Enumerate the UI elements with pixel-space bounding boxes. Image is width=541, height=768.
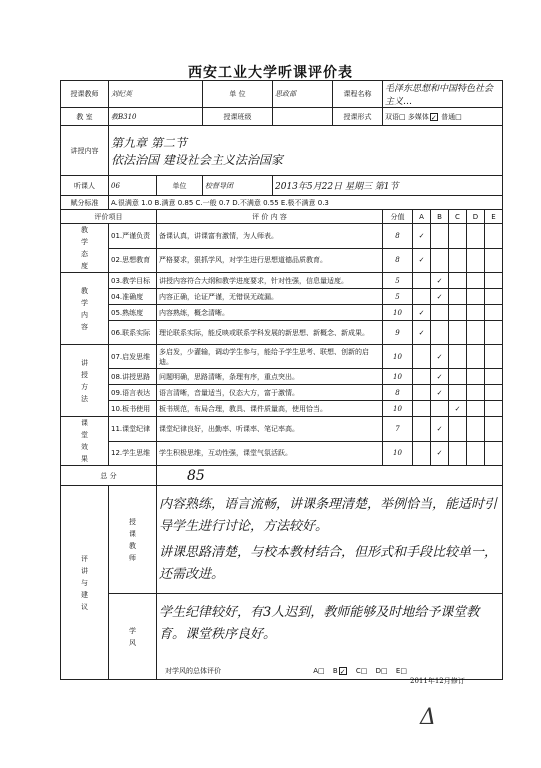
- overall-label: 对学风的总体评价: [165, 667, 221, 675]
- criteria-row: [61, 289, 503, 305]
- form-option-multimedia: 多媒体: [407, 112, 429, 121]
- criteria-item: 08.讲授思路: [109, 369, 157, 385]
- criteria-score: 5: [383, 273, 413, 289]
- grade-cell: [467, 273, 485, 289]
- content-line-2: 依法治国 建设社会主义法治国家: [111, 152, 283, 167]
- overall-rating: [165, 666, 407, 676]
- grade-cell: [449, 305, 467, 321]
- checkbox-icon: ✓: [339, 668, 346, 676]
- header-row-2: [61, 108, 503, 126]
- grade-cell: [467, 369, 485, 385]
- check-mark-icon: ✓: [431, 273, 449, 289]
- course-label: 课程名称: [333, 81, 383, 108]
- comment-style-label: 学风: [109, 594, 157, 680]
- unit-label: 单 位: [203, 81, 273, 108]
- signature-mark: Δ: [420, 705, 436, 730]
- total-label: 总 分: [61, 466, 157, 486]
- content-row: [61, 126, 503, 176]
- content-line-1: 第九章 第二节: [111, 135, 187, 150]
- criteria-row: [61, 305, 503, 321]
- criteria-content: 严格要求，狠抓学风，对学生进行思想道德品质教育。: [157, 248, 383, 273]
- criteria-score: 9: [383, 321, 413, 345]
- grade-cell: [449, 289, 467, 305]
- check-mark-icon: ✓: [431, 441, 449, 466]
- grade-cell: [485, 401, 503, 417]
- item-header: 评价项目: [61, 210, 157, 224]
- comment-style-text: [157, 594, 503, 680]
- grade-cell: [485, 345, 503, 369]
- form-option-bilingual: 双语□: [385, 112, 406, 121]
- grade-header-b: B: [431, 210, 449, 224]
- form-option-normal: 普通□: [441, 112, 462, 121]
- criteria-item: 11.课堂纪律: [109, 417, 157, 442]
- grade-cell: [413, 401, 431, 417]
- grade-cell: [449, 441, 467, 466]
- check-mark-icon: ✓: [449, 401, 467, 417]
- criteria-content: 理论联系实际，能反映或联系学科发展的新思想、新概念、新成果。: [157, 321, 383, 345]
- grade-cell: [485, 321, 503, 345]
- grade-cell: [413, 385, 431, 401]
- teacher-value: 刘纪英: [109, 81, 203, 108]
- room-label: 教 室: [61, 108, 109, 126]
- comment-teacher-label: 授课教师: [109, 486, 157, 594]
- criteria-header-row: [61, 210, 503, 224]
- criteria-item: 05.熟练度: [109, 305, 157, 321]
- check-mark-icon: ✓: [431, 345, 449, 369]
- standard-label: 赋分标准: [61, 196, 109, 210]
- criteria-score: 10: [383, 441, 413, 466]
- grade-cell: [431, 305, 449, 321]
- class-value: [273, 108, 333, 126]
- listener-label: 听课人: [61, 176, 109, 196]
- criteria-row: [61, 224, 503, 249]
- header-row-1: [61, 81, 503, 108]
- comment-style-row: [61, 594, 503, 680]
- checkbox-icon: ✓: [430, 113, 437, 122]
- criteria-row: [61, 441, 503, 466]
- grade-cell: [413, 417, 431, 442]
- overall-option-a: A□: [313, 667, 325, 675]
- grade-cell: [485, 224, 503, 249]
- criteria-row: [61, 401, 503, 417]
- grade-cell: [431, 248, 449, 273]
- check-mark-icon: ✓: [431, 289, 449, 305]
- check-mark-icon: ✓: [413, 305, 431, 321]
- criteria-score: 8: [383, 224, 413, 249]
- grade-cell: [431, 321, 449, 345]
- listener-value: 06: [109, 176, 157, 196]
- grade-cell: [467, 305, 485, 321]
- criteria-content: 多启发，少灌输，调动学生参与，能给予学生思考、联想、创新的启迪。: [157, 345, 383, 369]
- listener-unit-label: 单位: [157, 176, 203, 196]
- criteria-score: 8: [383, 248, 413, 273]
- comment-section-label: 评讲与建议: [61, 486, 109, 680]
- group-label: 教学内容: [61, 273, 109, 345]
- check-mark-icon: ✓: [413, 321, 431, 345]
- overall-option-d: D□: [375, 667, 388, 675]
- grade-cell: [467, 441, 485, 466]
- grade-cell: [413, 441, 431, 466]
- criteria-item: 01.严谨负责: [109, 224, 157, 249]
- group-label: 课堂效果: [61, 417, 109, 466]
- grade-cell: [449, 385, 467, 401]
- content-header: 评 价 内 容: [157, 210, 383, 224]
- grade-cell: [431, 401, 449, 417]
- criteria-item: 07.启发思维: [109, 345, 157, 369]
- content-value: [109, 126, 503, 176]
- criteria-item: 03.教学目标: [109, 273, 157, 289]
- grade-cell: [485, 305, 503, 321]
- criteria-content: 备课认真，讲课富有激情，为人师表。: [157, 224, 383, 249]
- comment-style-line-1: 学生纪律较好，有3人迟到，教师能够及时地给予课堂教育。课堂秩序良好。: [159, 605, 480, 642]
- class-label: 授课班级: [203, 108, 273, 126]
- standard-row: [61, 196, 503, 210]
- criteria-content: 内容熟练，概念清晰。: [157, 305, 383, 321]
- overall-option-e: E□: [395, 667, 407, 675]
- grade-cell: [485, 369, 503, 385]
- grade-cell: [467, 401, 485, 417]
- grade-header-a: A: [413, 210, 431, 224]
- listener-unit-value: 校督导团: [203, 176, 273, 196]
- criteria-score: 10: [383, 305, 413, 321]
- grade-cell: [485, 385, 503, 401]
- check-mark-icon: ✓: [431, 369, 449, 385]
- criteria-content: 学生积极思维，互动性强，课堂气氛活跃。: [157, 441, 383, 466]
- listener-row: [61, 176, 503, 196]
- unit-value: 思政部: [273, 81, 333, 108]
- grade-cell: [467, 321, 485, 345]
- criteria-row: [61, 321, 503, 345]
- form-title: 西安工业大学听课评价表: [188, 65, 353, 81]
- group-label: 教学态度: [61, 224, 109, 273]
- grade-cell: [449, 248, 467, 273]
- grade-cell: [449, 369, 467, 385]
- grade-cell: [449, 345, 467, 369]
- criteria-item: 06.联系实际: [109, 321, 157, 345]
- criteria-row: [61, 273, 503, 289]
- criteria-content: 讲授内容符合大纲和教学进度要求，针对性强，信息量适度。: [157, 273, 383, 289]
- criteria-content: 语言清晰，音量适当，仪态大方，富于激情。: [157, 385, 383, 401]
- teacher-label: 授课教师: [61, 81, 109, 108]
- criteria-row: [61, 345, 503, 369]
- grade-cell: [467, 417, 485, 442]
- check-mark-icon: ✓: [431, 385, 449, 401]
- criteria-body: [61, 224, 503, 466]
- criteria-item: 04.准确度: [109, 289, 157, 305]
- grade-header-d: D: [467, 210, 485, 224]
- grade-cell: [485, 289, 503, 305]
- grade-header-c: C: [449, 210, 467, 224]
- criteria-score: 5: [383, 289, 413, 305]
- grade-cell: [467, 248, 485, 273]
- grade-cell: [431, 224, 449, 249]
- comment-teacher-text: [157, 486, 503, 594]
- criteria-item: 12.学生思维: [109, 441, 157, 466]
- group-label: 讲授方法: [61, 345, 109, 417]
- grade-cell: [413, 345, 431, 369]
- form-options: [383, 108, 503, 126]
- criteria-item: 10.板书使用: [109, 401, 157, 417]
- grade-cell: [485, 273, 503, 289]
- grade-cell: [467, 385, 485, 401]
- content-label: 讲授内容: [61, 126, 109, 176]
- grade-cell: [485, 441, 503, 466]
- criteria-item: 09.语言表达: [109, 385, 157, 401]
- check-mark-icon: ✓: [431, 417, 449, 442]
- criteria-item: 02.思想教育: [109, 248, 157, 273]
- comment-teacher-row: [61, 486, 503, 594]
- grade-cell: [467, 289, 485, 305]
- evaluation-form: [60, 80, 503, 680]
- date-value: 2013年5月22日 星期三 第1节: [273, 176, 503, 196]
- grade-cell: [467, 345, 485, 369]
- grade-cell: [485, 248, 503, 273]
- criteria-row: [61, 385, 503, 401]
- criteria-score: 10: [383, 401, 413, 417]
- grade-cell: [485, 417, 503, 442]
- grade-header-e: E: [485, 210, 503, 224]
- grade-cell: [467, 224, 485, 249]
- score-header: 分值: [383, 210, 413, 224]
- check-mark-icon: ✓: [413, 248, 431, 273]
- overall-option-c: C□: [355, 667, 368, 675]
- grade-cell: [449, 273, 467, 289]
- course-value: 毛泽东思想和中国特色社会主义…: [383, 81, 503, 108]
- grade-cell: [413, 273, 431, 289]
- revision-note: 2011年12月修订: [410, 677, 465, 685]
- criteria-content: 课堂纪律良好，出勤率、听课率、笔记率高。: [157, 417, 383, 442]
- room-value: 教B310: [109, 108, 203, 126]
- criteria-row: [61, 417, 503, 442]
- grade-cell: [449, 321, 467, 345]
- criteria-score: 10: [383, 369, 413, 385]
- form-label: 授课形式: [333, 108, 383, 126]
- criteria-score: 10: [383, 345, 413, 369]
- comment-teacher-line-1: 内容熟练，语言流畅，讲课条理清楚，举例恰当，能适时引导学生进行讨论，方法较好。: [159, 496, 498, 534]
- criteria-score: 7: [383, 417, 413, 442]
- criteria-content: 板书规范，布局合理，教具、课件质量高，使用恰当。: [157, 401, 383, 417]
- check-mark-icon: ✓: [413, 224, 431, 249]
- criteria-row: [61, 369, 503, 385]
- grade-cell: [449, 224, 467, 249]
- criteria-row: [61, 248, 503, 273]
- grade-cell: [413, 369, 431, 385]
- comment-teacher-line-2: 讲课思路清楚，与校本教材结合，但形式和手段比较单一，还需改进。: [159, 544, 498, 582]
- criteria-score: 8: [383, 385, 413, 401]
- criteria-content: 内容正确，论证严谨，无错误无疏漏。: [157, 289, 383, 305]
- standard-text: A.很满意 1.0 B.满意 0.85 C.一般 0.7 D.不满意 0.55 E.极不满意 0.3: [109, 196, 503, 210]
- grade-cell: [449, 417, 467, 442]
- total-value: 85: [157, 466, 503, 486]
- total-row: [61, 466, 503, 486]
- criteria-content: 问题明确，思路清晰，条理有序，重点突出。: [157, 369, 383, 385]
- grade-cell: [413, 289, 431, 305]
- overall-option-b: B: [332, 667, 338, 675]
